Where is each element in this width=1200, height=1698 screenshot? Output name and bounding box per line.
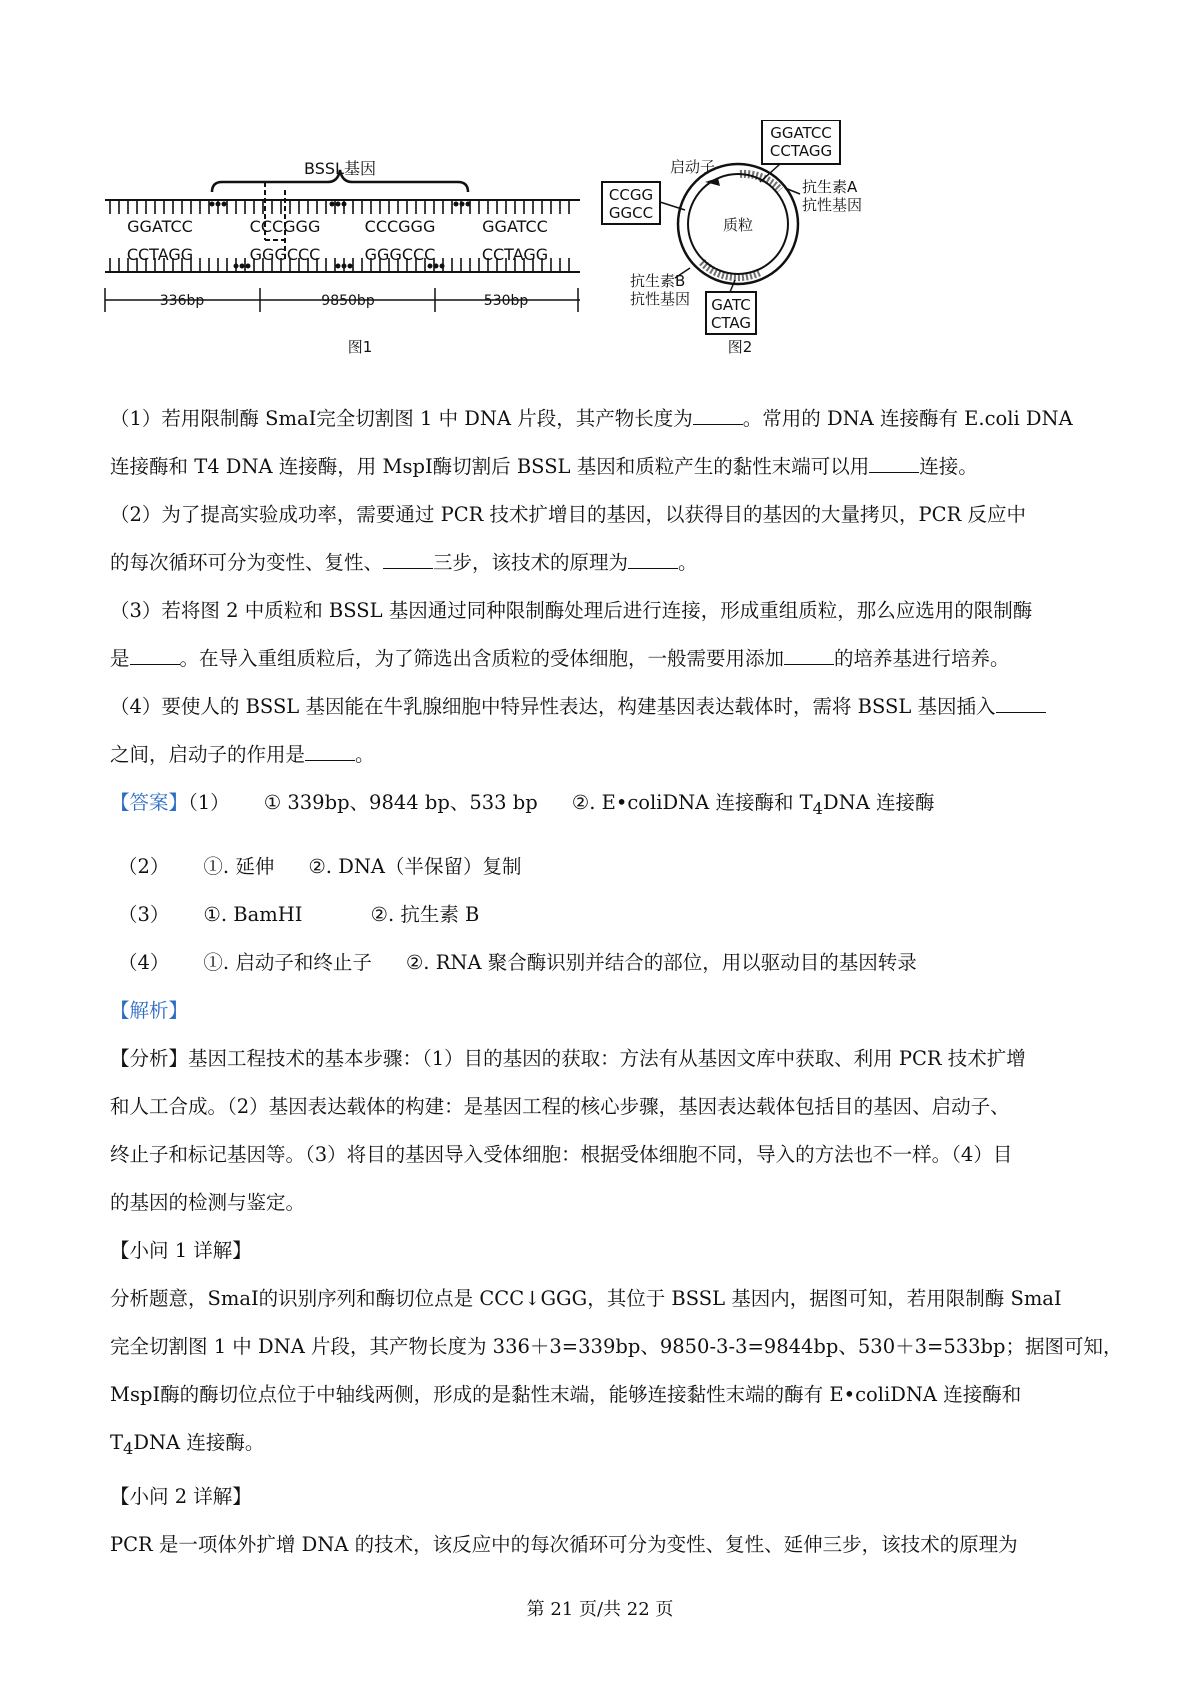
q3-text-d: 的培养基进行培养。 <box>834 647 1010 670</box>
answer-4-part2: ②. RNA 聚合酶识别并结合的部位，用以驱动目的基因转录 <box>405 950 917 974</box>
answer-line2 <box>110 843 1100 891</box>
resist-b-line2: 抗性基因 <box>630 290 691 308</box>
answer-3-part1: ①. BamHⅠ <box>203 902 303 926</box>
answer-1-part2: ②. E•coliDNA 连接酶和 T <box>571 791 813 814</box>
sub1-t: T <box>110 1430 124 1454</box>
answer-1-num: （1） <box>188 791 230 814</box>
segment-1: 336bp <box>159 293 205 309</box>
q1-line2 <box>110 443 1100 491</box>
q1-text-c: 连接酶和 T4 DNA 连接酶，用 MspⅠ酶切割后 BSSL 基因和质粒产生的黏性末端可以用 <box>110 455 870 478</box>
sub1-line2: 完全切割图 1 中 DNA 片段，其产物长度为 336＋3=339bp、9850-3-3=9844bp、530＋3=533bp；据图可知， <box>110 1334 1123 1358</box>
resist-a-line2: 抗性基因 <box>802 196 863 214</box>
q3-line1 <box>110 587 1100 635</box>
q2-text-b: 的每次循环可分为变性、复性、 <box>110 551 384 574</box>
seq-top-3: CCCGGG <box>364 217 436 236</box>
seq-bottom-3: GGGCCC <box>364 245 436 264</box>
box-a-line2: CCTAGG <box>769 142 833 160</box>
q2-text-a: （2）为了提高实验成功率，需要通过 PCR 技术扩增目的基因，以获得目的基因的大量拷贝，PCR 反应中 <box>110 503 1026 526</box>
sub1-line3: MspⅠ酶的酶切位点位于中轴线两侧，形成的是黏性末端，能够连接黏性末端的酶有 E•coliDNA 连接酶和 <box>110 1382 1022 1406</box>
q1-text-b: 。常用的 DNA 连接酶有 E.coli DNA <box>742 407 1073 430</box>
seq-top-4: GGATCC <box>482 217 548 236</box>
blank <box>383 554 433 569</box>
answer-line4 <box>110 939 1100 987</box>
q2-text-c: 三步，该技术的原理为 <box>433 551 629 574</box>
box-c-line1: GATC <box>711 296 751 314</box>
blank <box>996 698 1046 713</box>
sub1-line4 <box>110 1419 1100 1473</box>
q4-line1 <box>110 683 1100 731</box>
answer-2-num: （2） <box>118 854 170 878</box>
q2-line1 <box>110 491 1100 539</box>
q2-text-d: 。 <box>678 551 698 574</box>
answer-4-part1: ①. 启动子和终止子 <box>203 950 372 974</box>
q1-text-a: （1）若用限制酶 SmaⅠ完全切割图 1 中 DNA 片段，其产物长度为 <box>110 407 693 430</box>
blank <box>869 458 919 473</box>
seq-bottom-1: CCTAGG <box>126 245 194 264</box>
seq-bottom-2: GGGCCC <box>249 245 321 264</box>
q3-line2 <box>110 635 1100 683</box>
fenxi-line1: 【分析】基因工程技术的基本步骤：（1）目的基因的获取：方法有从基因文库中获取、利用 PCR 技术扩增 <box>110 1046 1026 1070</box>
answer-line3 <box>110 891 1100 939</box>
sub1-line1: 分析题意，SmaⅠ的识别序列和酶切位点是 CCC↓GGG，其位于 BSSL 基因内，据图可知，若用限制酶 SmaⅠ <box>110 1286 1062 1310</box>
answer-label: 【答案】 <box>110 791 189 814</box>
page-footer: 第 21 页/共 22 页 <box>526 1599 674 1620</box>
blank <box>130 650 180 665</box>
sub1-end: DNA 连接酶。 <box>133 1430 265 1454</box>
blank <box>628 554 678 569</box>
blank <box>784 650 834 665</box>
q4-line2 <box>110 731 1100 779</box>
figure-svg <box>100 120 1100 400</box>
figure-1 <box>105 170 580 312</box>
resist-a-line1: 抗生素A <box>802 178 858 196</box>
fenxi-line2: 和人工合成。（2）基因表达载体的构建：是基因工程的核心步骤，基因表达载体包括目的基因、启动子、 <box>110 1094 1010 1118</box>
sub2-title: 【小问 2 详解】 <box>110 1484 252 1508</box>
seq-top-1: GGATCC <box>127 217 193 236</box>
sub1-sub: 4 <box>123 1438 134 1458</box>
q1-line1 <box>110 395 1100 443</box>
seq-bottom-4: CCTAGG <box>481 245 549 264</box>
plasmid-label: 质粒 <box>722 216 754 234</box>
sub2-line1: PCR 是一项体外扩增 DNA 的技术，该反应中的每次循环可分为变性、复性、延伸三步，该技术的原理为 <box>110 1532 1018 1556</box>
answer-2-part2: ②. DNA（半保留）复制 <box>308 854 522 878</box>
segment-3: 530bp <box>483 293 529 309</box>
fenxi-line4: 的基因的检测与鉴定。 <box>110 1190 306 1214</box>
question-body <box>110 395 1123 1569</box>
q1-text-d: 连接。 <box>919 455 978 478</box>
answer-2-part1: ①. 延伸 <box>203 854 275 878</box>
figure-1-caption: 图1 <box>347 338 373 356</box>
blank <box>693 410 743 425</box>
answer-3-num: （3） <box>118 902 170 926</box>
seq-top-2: CCCGGG <box>249 217 321 236</box>
answer-1-part2-end: DNA 连接酶 <box>823 791 935 814</box>
box-b-line1: CCGG <box>608 186 654 204</box>
box-c-line2: CTAG <box>710 314 752 332</box>
bssl-gene-label: BSSL基因 <box>304 159 376 178</box>
q4-text-a: （4）要使人的 BSSL 基因能在牛乳腺细胞中特异性表达，构建基因表达载体时，需将 BSSL 基因插入 <box>110 695 996 718</box>
sub1-title: 【小问 1 详解】 <box>110 1238 252 1262</box>
promoter-label: 启动子 <box>670 158 716 176</box>
q4-text-c: 。 <box>355 743 375 766</box>
blank <box>305 746 355 761</box>
box-b-line2: GGCC <box>608 204 654 222</box>
q3-text-a: （3）若将图 2 中质粒和 BSSL 基因通过同种限制酶处理后进行连接，形成重组质粒，那么应选用的限制酶 <box>110 599 1033 622</box>
analysis-label: 【解析】 <box>110 998 189 1022</box>
figure-2-caption: 图2 <box>727 338 753 356</box>
q3-text-b: 是 <box>110 647 130 670</box>
box-a-line1: GGATCC <box>770 124 832 142</box>
answer-1-part1: ① 339bp、9844 bp、533 bp <box>263 791 538 814</box>
answer-1-sub: 4 <box>812 798 824 818</box>
q3-text-c: 。在导入重组质粒后，为了筛选出含质粒的受体细胞，一般需要用添加 <box>179 647 785 670</box>
q2-line2 <box>110 539 1100 587</box>
q4-text-b: 之间，启动子的作用是 <box>110 743 306 766</box>
figures <box>100 120 1100 400</box>
answer-line1 <box>110 779 1100 833</box>
resist-b-line1: 抗生素B <box>630 272 686 290</box>
answer-3-part2: ②. 抗生素 B <box>370 902 480 926</box>
segment-2: 9850bp <box>321 293 375 309</box>
fenxi-line3: 终止子和标记基因等。（3）将目的基因导入受体细胞：根据受体细胞不同，导入的方法也不一样。（4）目 <box>110 1142 1013 1166</box>
answer-4-num: （4） <box>118 950 170 974</box>
